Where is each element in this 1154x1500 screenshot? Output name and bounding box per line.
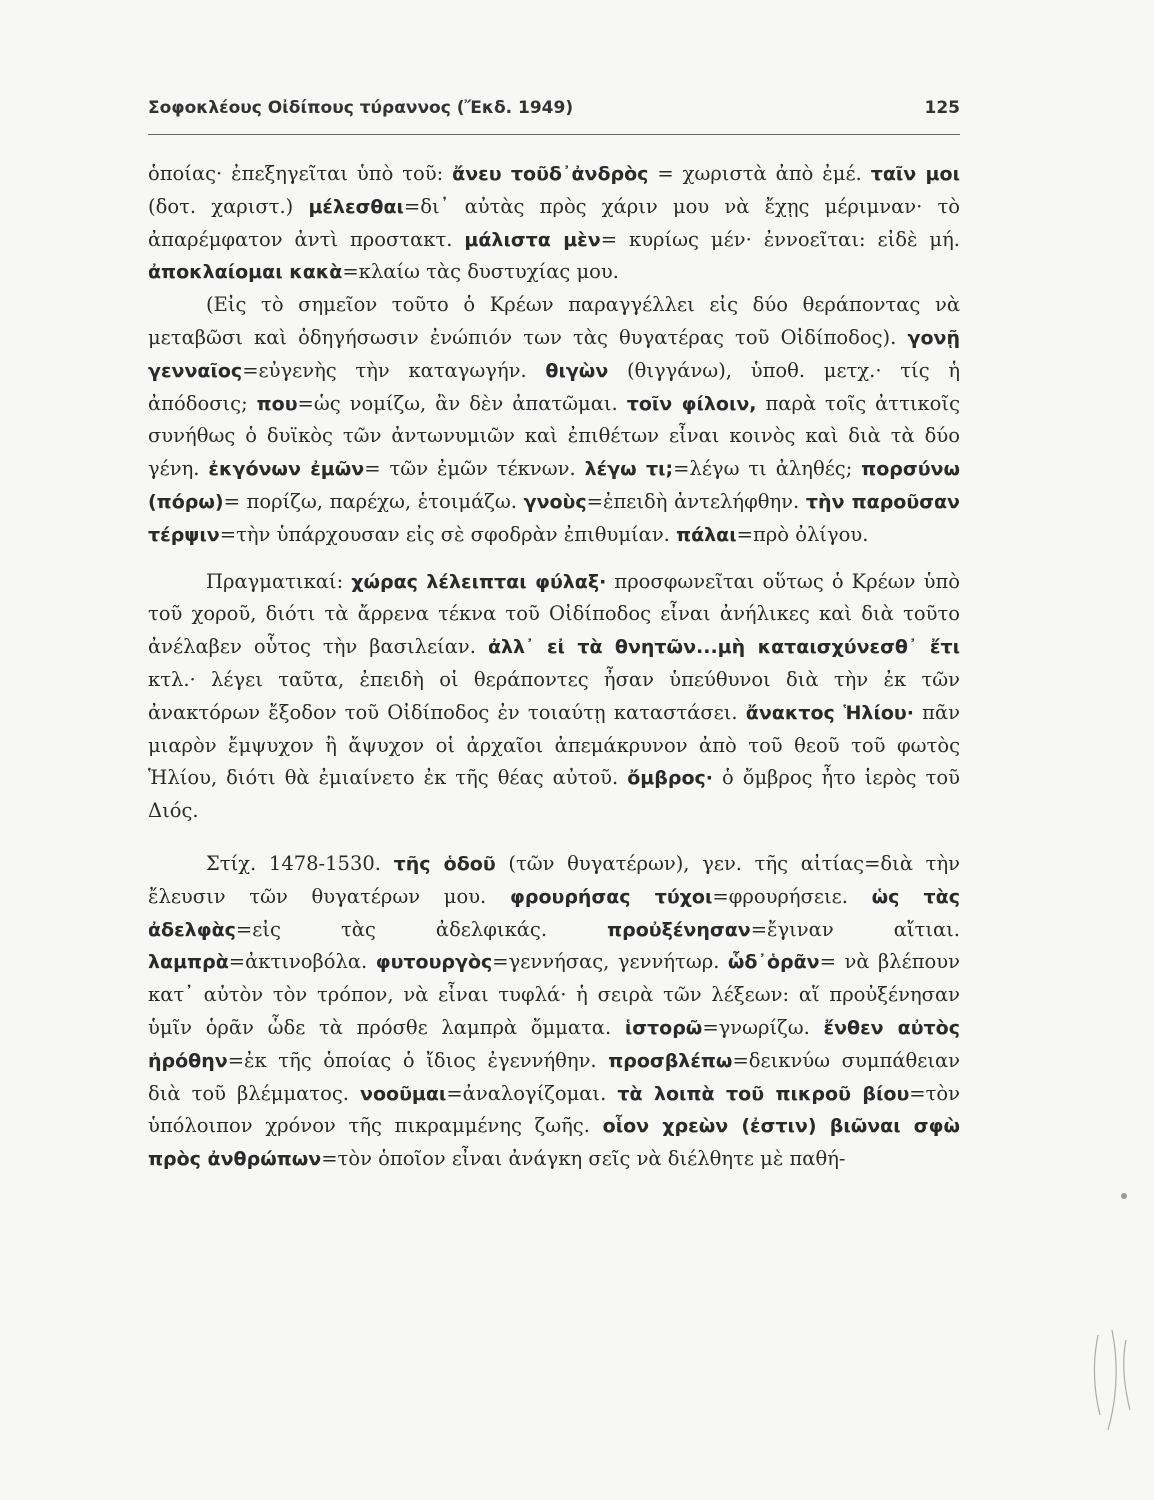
lemma-term: ἄνακτος Ἡλίου· <box>745 701 914 724</box>
commentary-text: =γεννήσας, γεννήτωρ. <box>492 950 728 974</box>
lemma-term: οἷον χρεὼν (ἐστιν) βιῶναι σφὼ πρὸς ἀνθρώπων <box>148 1115 960 1171</box>
commentary-text: = πορίζω, παρέχω, ἑτοιμάζω. <box>223 489 524 513</box>
page-number: 125 <box>924 98 960 118</box>
lemma-term: τὰ λοιπὰ τοῦ πικροῦ βίου <box>617 1082 910 1105</box>
lemma-term: γονῇ γενναῖος <box>148 326 960 382</box>
commentary-text: =τὸν ὑπόλοιπον χρόνον τῆς πικραμμένης ζωῆς. <box>148 1081 961 1138</box>
lemma-term: ἄνευ τοῦδ᾽ἀνδρὸς <box>452 163 649 185</box>
commentary-text: Στίχ. 1478-1530. <box>206 851 394 875</box>
lemma-term: ταῖν μοι <box>870 163 960 185</box>
lemma-term: φρουρήσας τύχοι <box>509 885 713 908</box>
lemma-term: προσβλέπω <box>608 1049 733 1072</box>
commentary-text: =τὸν ὁποῖον εἶναι ἀνάγκη σεῖς νὰ διέλθητε μὲ παθή- <box>321 1147 846 1171</box>
commentary-text: =ὡς νομίζω, ἂν δὲν ἀπατῶμαι. <box>297 391 627 415</box>
lemma-term: νοοῦμαι <box>360 1082 447 1105</box>
lemma-term: ἐκγόνων ἐμῶν <box>208 458 365 481</box>
commentary-text: προσφωνεῖται οὕτως ὁ Κρέων ὑπὸ τοῦ χοροῦ, διότι τὰ ἄρρενα τέκνα τοῦ Οἰδίποδος εἶναι ἀνήλικες καὶ διὰ τοῦτο ἀνέλαβεν οὗτος τὴν βασιλείαν. <box>148 569 961 659</box>
commentary-text: (δοτ. χαριστ.) <box>148 194 309 218</box>
commentary-text: = νὰ βλέπουν κατ᾽ αὐτὸν τὸν τρόπον, νὰ εἶναι τυφλά· ἡ σειρὰ τῶν λέξεων: αἵ προὐξένησαν ὑμῖν ὁρᾶν ὧδε τὰ πρόσθε λαμπρὰ ὄμματα. <box>148 950 961 1039</box>
commentary-text: =ἔγιναν αἴτιαι. <box>750 917 960 941</box>
lemma-term: ὧδ᾽ὁρᾶν <box>727 951 820 974</box>
lemma-term: λέγω τι; <box>584 458 674 481</box>
lemma-term: προὐξένησαν <box>607 918 751 941</box>
commentary-text: κτλ.· λέγει ταῦτα, ἐπειδὴ οἱ θεράποντες ἦσαν ὑπεύθυνοι διὰ τὴν ἐκ τῶν ἀνακτόρων ἔξοδον τοῦ Οἰδίποδος ἐν τοιαύτῃ καταστάσει. <box>148 667 960 724</box>
commentary-text: πᾶν μιαρὸν ἔμψυχον ἢ ἄψυχον οἱ ἀρχαῖοι ἀπεμάκρυνον ἀπὸ τοῦ θεοῦ τοῦ φωτὸς Ἡλίου, διότι θὰ ἐμιαίνετο ἐκ τῆς θέας αὐτοῦ. <box>148 700 960 790</box>
lemma-term: λαμπρὰ <box>148 951 229 974</box>
commentary-text: =ἀναλογίζομαι. <box>446 1081 618 1105</box>
lemma-term: φυτουργὸς <box>375 951 493 974</box>
lemma-term: ὡς τὰς ἀδελφὰς <box>148 885 961 941</box>
commentary-text: = τῶν ἐμῶν τέκνων. <box>364 457 585 481</box>
commentary-text: =τὴν ὑπάρχουσαν εἰς σὲ σφοδρὰν ἐπιθυμίαν. <box>219 522 677 546</box>
commentary-text: =γνωρίζω. <box>702 1015 824 1039</box>
commentary-text: =εἰς τὰς ἀδελφικάς. <box>235 917 608 941</box>
lemma-term: ὄμβρος· <box>627 767 713 790</box>
commentary-text: =κλαίω τὰς δυστυχίας μου. <box>342 260 619 284</box>
commentary-text: παρὰ τοῖς ἀττικοῖς συνήθως ὁ δυϊκὸς τῶν ἀντωνυμιῶν καὶ ἐπιθέτων εἶναι κοινὸς καὶ διὰ τὰ δύο γένη. <box>148 391 960 481</box>
lemma-term: πορσύνω (πόρω) <box>148 458 960 513</box>
commentary-text: =λέγω τι ἀληθές; <box>673 457 862 481</box>
lemma-term: μάλιστα μὲν <box>464 228 601 251</box>
lemma-term: ἀλλ᾽ εἰ τὰ θνητῶν...μὴ καταισχύνεσθ᾽ ἔτι <box>487 636 960 659</box>
lemma-term: τοῖν φίλοιν, <box>626 392 757 415</box>
commentary-text: =δι᾽ αὐτὰς πρὸς χάριν μου νὰ ἔχῃς μέριμναν· τὸ ἀπαρέμφατον ἀντὶ προστακτ. <box>148 194 960 251</box>
commentary-text: (Εἰς τὸ σημεῖον τοῦτο ὁ Κρέων παραγγέλλει εἰς δύο θεράποντας νὰ μεταβῶσι καὶ ὁδηγήσωσιν ἐνώπιόν των τὰς θυγατέρας τοῦ Οἰδίποδος). <box>148 293 960 349</box>
lemma-term: χώρας λέλειπται φύλαξ· <box>351 570 607 593</box>
commentary-text: =ἀκτινοβόλα. <box>228 950 376 974</box>
commentary-text: Πραγματικαί: <box>206 569 352 593</box>
commentary-text: =ἐπειδὴ ἀντελήφθην. <box>586 489 806 513</box>
lemma-term: πάλαι <box>676 523 737 546</box>
commentary-text: =πρὸ ὀλίγου. <box>736 522 869 546</box>
running-title: Σοφοκλέους Οἰδίπους τύραννος (Ἔκδ. 1949) <box>148 98 574 118</box>
lemma-term: ἀποκλαίομαι κακὰ <box>148 261 343 284</box>
lemma-term: ἱστορῶ <box>624 1016 703 1039</box>
lemma-term: τῆς ὁδοῦ <box>393 852 496 875</box>
margin-dot <box>1121 1193 1127 1199</box>
lemma-term: ἔνθεν αὐτὸς ἠρόθην <box>148 1016 960 1072</box>
commentary-text: =φρουρήσειε. <box>712 884 872 908</box>
lemma-term: που <box>256 392 298 415</box>
lemma-term: γνοὺς <box>523 490 587 513</box>
commentary-text: = κυρίως μέν· ἐννοεῖται: εἰδὲ μή. <box>600 227 960 251</box>
lemma-term: θιγὼν <box>545 359 609 382</box>
pencil-scribble <box>1094 1330 1130 1430</box>
commentary-text: ὁ ὄμβρος ἦτο ἱερὸς τοῦ Διός. <box>148 766 960 823</box>
lemma-term: μέλεσθαι <box>308 195 404 218</box>
commentary-text: (θιγγάνω), ὑποθ. μετχ.· τίς ἡ ἀπόδοσις; <box>148 358 961 415</box>
lemma-term: τὴν παροῦσαν τέρψιν <box>148 490 960 546</box>
commentary-text: =δεικνύω συμπάθειαν διὰ τοῦ βλέμματος. <box>148 1048 961 1105</box>
commentary-text: ὁποίας· ἐπεξηγεῖται ὑπὸ τοῦ: <box>148 162 453 185</box>
commentary-text: =ἐκ τῆς ὁποίας ὁ ἴδιος ἐγεννήθην. <box>227 1048 609 1072</box>
commentary-text: (τῶν θυγατέρων), γεν. τῆς αἰτίας=διὰ τὴν ἔλευσιν τῶν θυγατέρων μου. <box>148 851 960 908</box>
commentary-text: = χωριστὰ ἀπὸ ἐμέ. <box>648 162 871 185</box>
commentary-text: =εὐγενὴς τὴν καταγωγήν. <box>242 358 546 382</box>
